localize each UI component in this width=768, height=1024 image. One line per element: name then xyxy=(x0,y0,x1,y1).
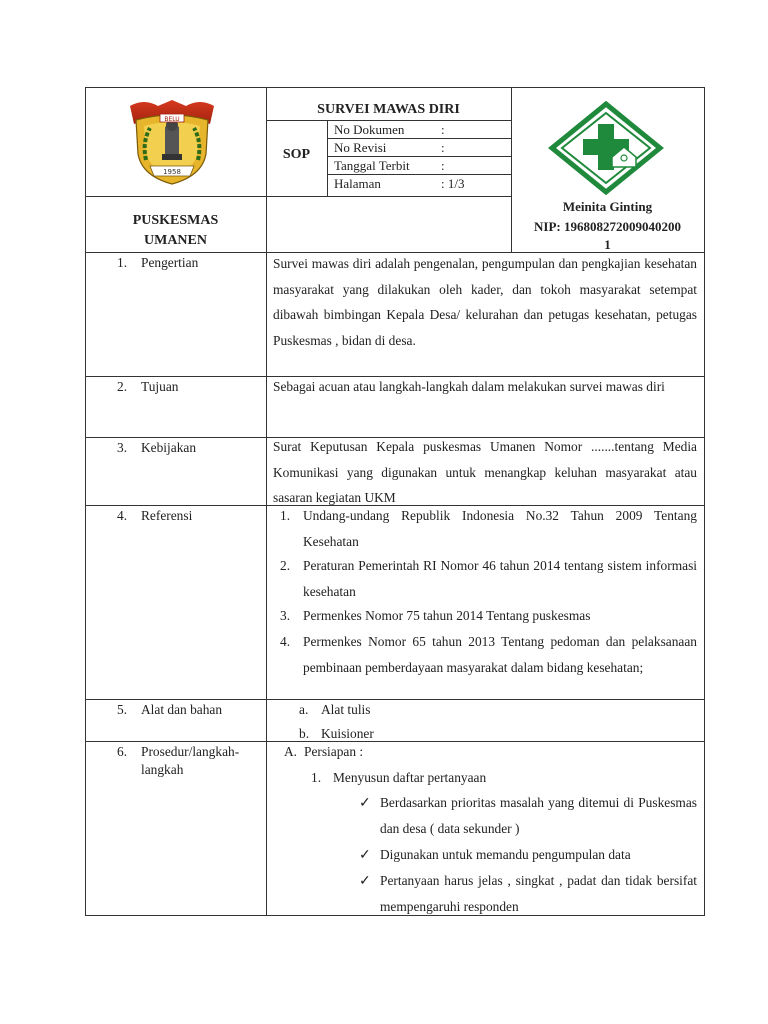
regency-logo xyxy=(124,96,220,188)
tool-a-letter: a. xyxy=(299,702,309,717)
reference-1-text: Undang-undang Republik Indonesia No.32 Tahun 2009 Tentang Kesehatan xyxy=(303,508,697,549)
org-name-line-1: PUSKESMAS xyxy=(132,213,219,228)
section-separator-4 xyxy=(85,699,705,700)
reference-3-number: 3. xyxy=(280,608,291,623)
field-tanggal-terbit-value: : xyxy=(441,158,445,173)
signer-name: Meinita Ginting xyxy=(562,199,653,214)
section-5-label: Alat dan bahan xyxy=(141,702,223,717)
reference-1-number: 1. xyxy=(280,508,291,523)
section-3-text: Surat Keputusan Kepala puskesmas Umanen Nomor .......tentang Media Komunikasi yang digunakan untuk menangkap keluhan masyarakat atau sasaran kegiatan UKM xyxy=(273,439,697,505)
procedure-check-2: Digunakan untuk memandu pengumpulan data xyxy=(380,847,631,862)
puskesmas-logo xyxy=(548,101,664,195)
section-4-label: Referensi xyxy=(141,508,193,523)
section-2-number: 2. xyxy=(117,379,128,394)
tool-b-letter: b. xyxy=(299,726,310,741)
table-top-border xyxy=(85,87,705,88)
section-3-number: 3. xyxy=(117,440,128,455)
procedure-check-1: Berdasarkan prioritas masalah yang ditemui di Puskesmas dan desa ( data sekunder ) xyxy=(380,795,697,836)
field-no-revisi-label: No Revisi xyxy=(334,140,387,155)
section-1-label: Pengertian xyxy=(141,255,199,270)
section-2-text: Sebagai acuan atau langkah-langkah dalam melakukan survei mawas diri xyxy=(273,379,665,394)
section-separator-5 xyxy=(85,741,705,742)
reference-2-text: Peraturan Pemerintah RI Nomor 46 tahun 2014 tentang sistem informasi kesehatan xyxy=(303,558,697,599)
field-halaman-label: Halaman xyxy=(334,176,381,191)
field-line-3 xyxy=(327,174,511,175)
procedure-step-text: Menyusun daftar pertanyaan xyxy=(333,770,487,785)
reference-4-number: 4. xyxy=(280,634,291,649)
header-middle-line xyxy=(85,196,511,197)
section-6-number: 6. xyxy=(117,744,128,759)
section-6-label-line-1: Prosedur/langkah- xyxy=(141,744,240,759)
section-6-label-line-2: langkah xyxy=(141,762,184,777)
field-no-dokumen-value: : xyxy=(441,122,445,137)
reference-2-number: 2. xyxy=(280,558,291,573)
regency-crest-icon xyxy=(124,96,220,188)
section-2-label: Tujuan xyxy=(141,379,179,394)
section-5-number: 5. xyxy=(117,702,128,717)
header-title-underline xyxy=(266,120,511,121)
tool-b-text: Kuisioner xyxy=(321,726,374,741)
reference-3-text: Permenkes Nomor 75 tahun 2014 Tentang puskesmas xyxy=(303,608,591,623)
procedure-heading-letter: A. xyxy=(284,744,298,759)
table-left-border xyxy=(85,87,86,916)
checkmark-icon: ✓ xyxy=(359,796,371,811)
signer-nip-line-1: NIP: 196808272009040200 xyxy=(534,219,681,234)
field-line-1 xyxy=(327,138,511,139)
signer-nip-line-2: 1 xyxy=(604,237,611,252)
svg-text:1958: 1958 xyxy=(163,168,181,176)
procedure-heading: Persiapan : xyxy=(304,744,364,759)
column-divider xyxy=(266,87,267,916)
sop-divider xyxy=(327,120,328,196)
svg-text:BELU: BELU xyxy=(164,116,180,123)
field-tanggal-terbit-label: Tanggal Terbit xyxy=(334,158,410,173)
sop-label: SOP xyxy=(282,147,311,162)
section-3-label: Kebijakan xyxy=(141,440,197,455)
procedure-step-number: 1. xyxy=(311,770,322,785)
health-cross-icon xyxy=(548,101,664,195)
tool-a-text: Alat tulis xyxy=(321,702,371,717)
checkmark-icon: ✓ xyxy=(359,848,371,863)
field-no-dokumen-label: No Dokumen xyxy=(334,122,405,137)
section-1-number: 1. xyxy=(117,255,128,270)
org-name-line-2: UMANEN xyxy=(144,233,207,248)
checkmark-icon: ✓ xyxy=(359,874,371,889)
field-halaman-value: : 1/3 xyxy=(441,176,465,191)
section-4-number: 4. xyxy=(117,508,128,523)
reference-4-text: Permenkes Nomor 65 tahun 2013 Tentang pedoman dan pelaksanaan pembinaan pemberdayaan masyarakat dalam bidang kesehatan; xyxy=(303,634,697,675)
document-title: SURVEI MAWAS DIRI xyxy=(317,102,460,117)
section-1-text: Survei mawas diri adalah pengenalan, pengumpulan dan pengkajian kesehatan masyarakat yang dilakukan oleh kader, dan tokoh masyarakat setempat dibawah bimbingan Kepala Desa/ kelurahan dan petugas kesehatan, petugas Puskesmas , bidan di desa. xyxy=(273,256,697,348)
procedure-check-3: Pertanyaan harus jelas , singkat , padat dan tidak bersifat mempengaruhi responden xyxy=(380,873,697,914)
table-right-border xyxy=(704,87,705,916)
field-line-2 xyxy=(327,156,511,157)
field-no-revisi-value: : xyxy=(441,140,445,155)
